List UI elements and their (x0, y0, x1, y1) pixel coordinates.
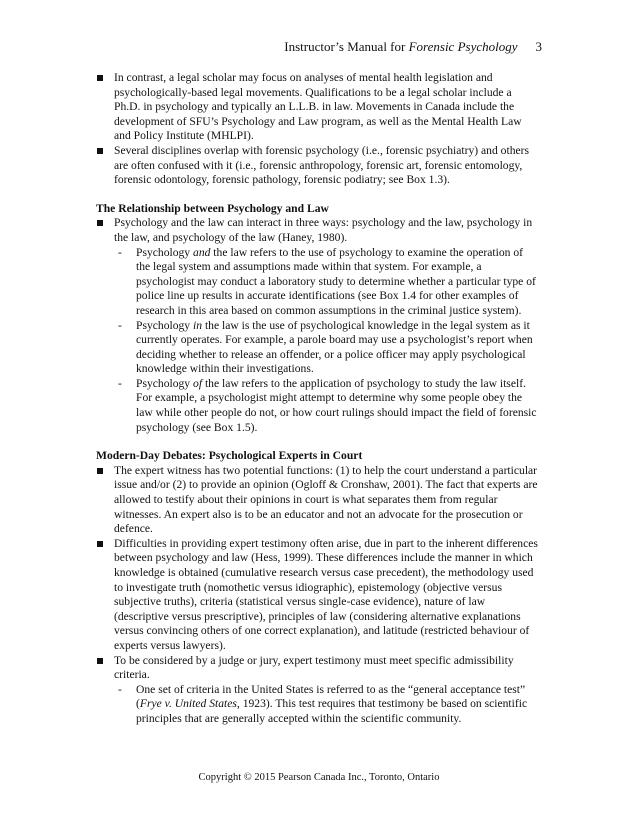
bullet-legal-scholar: In contrast, a legal scholar may focus on analyses of mental health legislation and psychologically-based legal movements. Qualifications to be a legal scholar include a Ph.D. in psychology and typically an L.L.B. in law. Movements in Canada include the development of SFU’s Psychology and Law program, as well as the Mental Health Law and Policy Institute (MHLPI). (96, 71, 539, 144)
header-prefix: Instructor’s Manual for (284, 39, 409, 54)
page-body (96, 71, 539, 727)
bullet-expert-witness: The expert witness has two potential functions: (1) to help the court understand a particular issue and/or (2) to provide an opinion (Ogloff & Cronshaw, 2001). The fact that experts are allowed to testify about their opinions in court is what separates them from regular witnesses. An expert also is to be an educator and not an advocate for the prosecution or defence. (96, 464, 539, 537)
dash-psychology-in-law: - Psychology in the law is the use of psychological knowledge in the legal system as it currently operates. For example, a parole board may use a psychologist’s report when deciding whether to release an offender, or a police officer may apply psychological knowledge within their investigations. (96, 319, 539, 377)
dash-frye-test: - One set of criteria in the United States is referred to as the “general acceptance test” (Frye v. United States, 1923). This test requires that testimony be based on scientific principles that are generally accepted within the scientific community. (96, 683, 539, 727)
page-number: 3 (535, 39, 542, 54)
dash-psychology-and-law: - Psychology and the law refers to the use of psychology to examine the operation of the legal system and assumptions made within that system. For example, a psychologist may conduct a laboratory study to determine whether a particular type of police line up results in accurate identifications (see Box 1.4 for other examples of research in this area based on common assumptions in the criminal justice system). (96, 246, 539, 319)
bullet-overlapping-disciplines: Several disciplines overlap with forensic psychology (i.e., forensic psychiatry) and others are often confused with it (i.e., forensic anthropology, forensic art, forensic entomology, forensic odontology, forensic pathology, forensic podiatry; see Box 1.3). (96, 144, 539, 188)
page-footer: Copyright © 2015 Pearson Canada Inc., Toronto, Ontario (198, 772, 440, 783)
heading-relationship: The Relationship between Psychology and Law (96, 201, 329, 215)
bullet-admissibility: To be considered by a judge or jury, expert testimony must meet specific admissibility criteria. (96, 654, 539, 683)
dash-psychology-of-law: - Psychology of the law refers to the application of psychology to study the law itself. For example, a psychologist might attempt to determine why some people obey the law while other people do not, or how court rulings should impact the field of forensic psychology (see Box 1.5). (96, 377, 539, 435)
book-title: Forensic Psychology (408, 39, 518, 54)
bullet-difficulties: Difficulties in providing expert testimony often arise, due in part to the inherent differences between psychology and law (Hess, 1999). These differences include the manner in which knowledge is obtained (cumulative research versus case precedent), the methodology used to investigate truth (nomothetic versus idiographic), epistemology (objective versus subjective truths), criteria (statistical versus single-case evidence), nature of law (descriptive versus prescriptive), principles of law (considering alternative explanations versus convincing others of one correct explanation), and latitude (restricted behaviour of experts versus lawyers). (96, 537, 539, 654)
heading-modern-debates: Modern-Day Debates: Psychological Experts in Court (96, 449, 363, 463)
page-header (284, 39, 542, 55)
bullet-three-ways: Psychology and the law can interact in three ways: psychology and the law, psychology in the law, and psychology of the law (Haney, 1980). (96, 216, 539, 245)
